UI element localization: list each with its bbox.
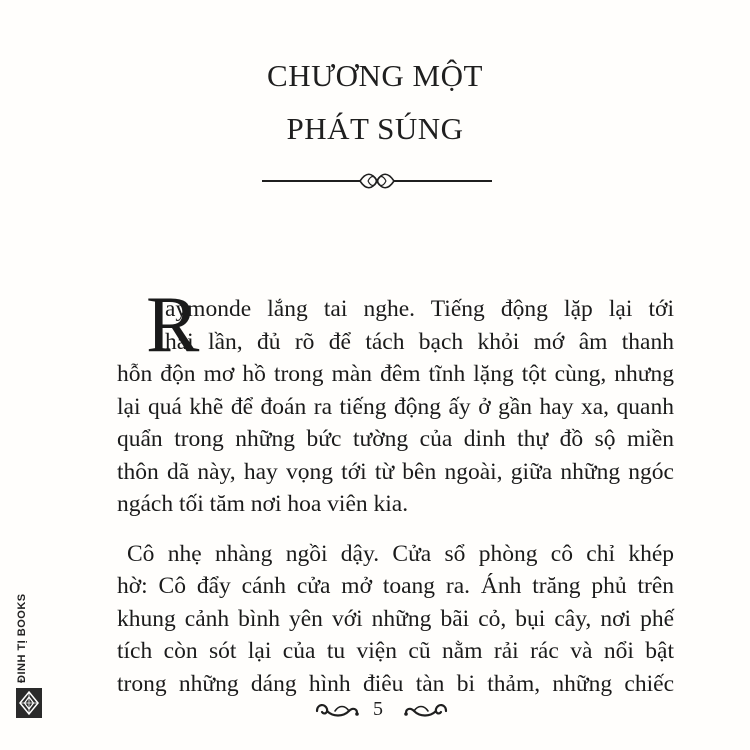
chapter-title: PHÁT SÚNG xyxy=(286,111,464,146)
body-text xyxy=(117,293,674,700)
text-line: khung cảnh bình yên với những bãi cỏ, bụi cây, nơi phế xyxy=(117,605,674,632)
page-number: 5 xyxy=(373,698,383,720)
paragraph-2 xyxy=(117,538,674,701)
paragraph-1 xyxy=(117,293,674,521)
text-line: thôn dã này, hay vọng tới từ bên ngoài, giữa những ngóc xyxy=(117,458,674,485)
text-line: hai lần, đủ rõ để tách bạch khỏi mớ âm thanh xyxy=(165,328,674,355)
publisher-name: ĐINH TỊ BOOKS xyxy=(16,593,28,683)
text-line: hờ: Cô đẩy cánh cửa mở toang ra. Ánh trăng phủ trên xyxy=(117,573,674,599)
text-line: trong những dáng hình điêu tàn bi thảm, những chiếc xyxy=(117,670,674,697)
text-line: lại quá khẽ để đoán ra tiếng động ấy ở gần hay xa, quanh xyxy=(117,393,674,420)
text-line: aymonde lắng tai nghe. Tiếng động lặp lại tới xyxy=(165,296,674,322)
publisher-tab xyxy=(16,592,42,722)
publisher-logo-icon xyxy=(16,688,42,718)
text-line: ngách tối tăm nơi hoa viên kia. xyxy=(117,491,409,517)
text-line: hỗn độn mơ hồ trong màn đêm tĩnh lặng tột cùng, nhưng xyxy=(117,361,674,387)
drop-cap: R xyxy=(146,281,200,369)
chapter-divider-ornament xyxy=(262,168,492,194)
footer-right-ornament-icon xyxy=(402,700,450,722)
text-line: quẩn trong những bức tường của dinh thự đồ sộ miền xyxy=(117,426,674,452)
text-line: tích còn sót lại của tu viện cũ nằm rải rác và nổi bật xyxy=(117,638,674,664)
text-line: Cô nhẹ nhàng ngồi dậy. Cửa sổ phòng cô chỉ khép xyxy=(127,540,674,567)
chapter-number: CHƯƠNG MỘT xyxy=(267,58,483,93)
footer-left-ornament-icon xyxy=(313,700,361,722)
